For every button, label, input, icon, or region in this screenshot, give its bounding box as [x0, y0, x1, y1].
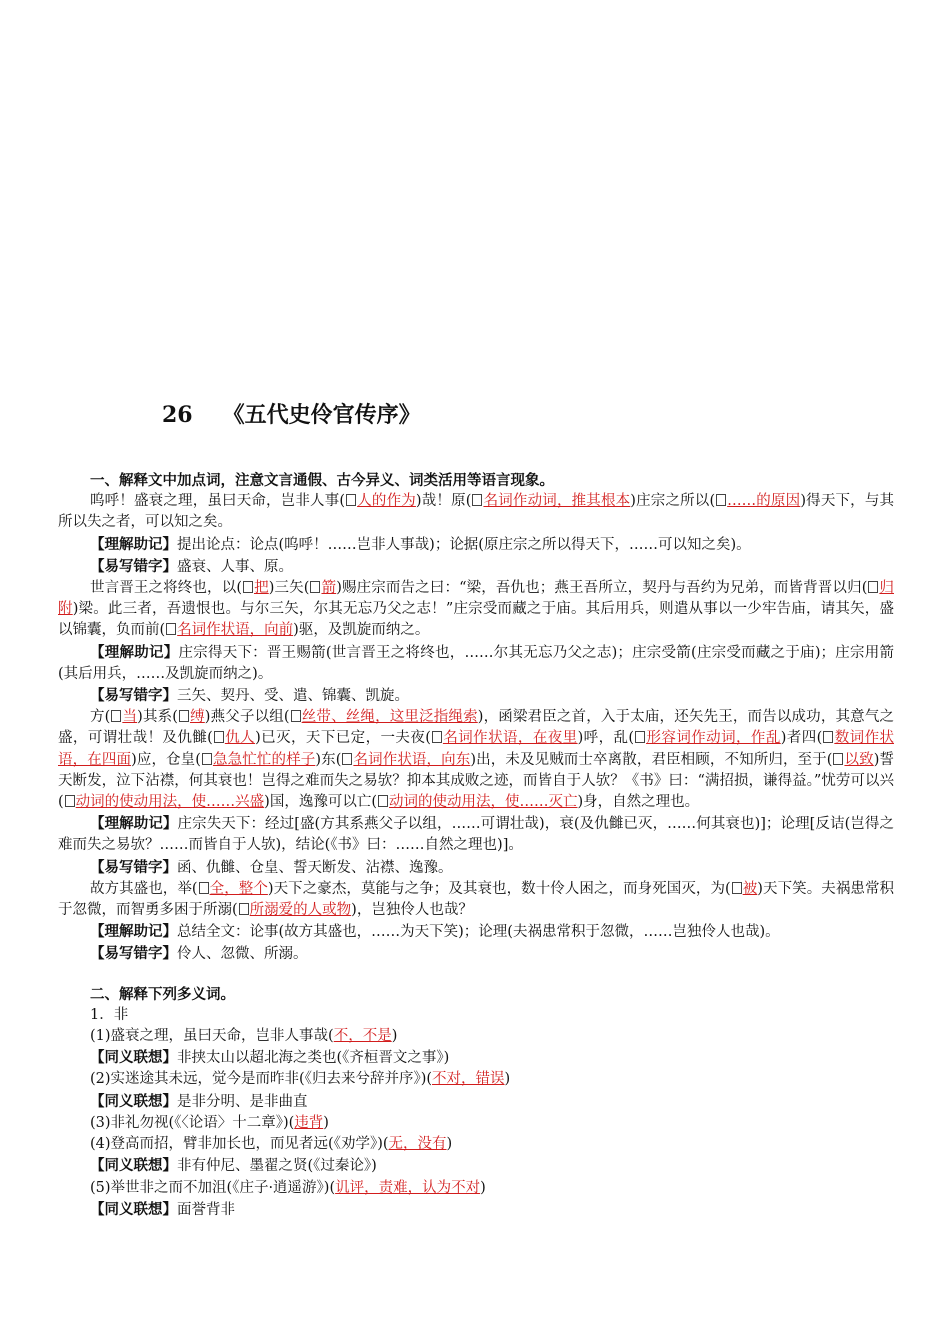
annotation: 名词作状语，在夜里	[442, 730, 578, 747]
note-understanding-3	[58, 813, 894, 856]
passage-paragraph-2	[58, 578, 894, 642]
note-tag: 【易写错字】	[90, 858, 177, 876]
passage-paragraph-3	[58, 707, 894, 813]
item-text: (5)举世非之而不加沮(《庄子·逍遥游》)(	[90, 1179, 336, 1196]
box-icon	[716, 494, 726, 506]
note-understanding-2	[58, 642, 894, 685]
annotation: 被	[742, 880, 758, 897]
box-icon	[179, 710, 189, 722]
annotation: 人的作为	[357, 493, 416, 510]
passage-text: )梁。此三者，吾遗恨也。与尔三矢，尔其无忘乃父之志！”庄宗受而藏之于庙。其后用兵，则遣从事以一少牢告庙，请其矢，盛以锦囊，负而前(	[58, 601, 894, 639]
item-text: )	[446, 1136, 453, 1153]
annotation: 形容词作动词，作乱	[646, 730, 781, 747]
polysemy-item	[58, 1091, 894, 1113]
box-icon	[432, 731, 442, 743]
item-text: )	[480, 1179, 486, 1196]
passage-text: )其系(	[137, 709, 178, 726]
annotation: 动词的使动用法，使……灭亡	[389, 794, 578, 811]
annotation: 数词作状语，在四面	[58, 730, 894, 768]
annotation: 急急忙忙的样子	[212, 751, 316, 768]
polysemy-item	[58, 1026, 894, 1047]
polysemy-item	[58, 1113, 894, 1134]
annotation: 仇人	[224, 730, 256, 747]
lesson-number: 26	[162, 402, 193, 428]
passage-paragraph-1	[58, 491, 894, 533]
passage-text: )国，逸豫可以亡(	[264, 794, 377, 811]
passage-text: )燕父子以组(	[204, 709, 290, 726]
item-text: )	[323, 1114, 329, 1131]
note-tag: 【理解助记】	[90, 923, 177, 941]
note-typo-3	[58, 857, 894, 879]
annotation: 不，不是	[333, 1028, 392, 1045]
annotation: 名词作状语，向东	[353, 751, 471, 768]
section-heading-1: 一、解释文中加点词，注意文言通假、古今异义、词类活用等语言现象。	[90, 472, 554, 489]
note-tag: 【理解助记】	[90, 815, 178, 833]
annotation: 把	[253, 580, 269, 597]
polysemy-item	[58, 1047, 894, 1069]
passage-text: )已灭，天下已定，一夫夜(	[255, 730, 431, 747]
annotation: 所溺爱的人或物	[249, 902, 352, 919]
passage-text: )驱，及凯旋而纳之。	[293, 622, 430, 639]
note-tag: 【同义联想】	[90, 1092, 177, 1110]
note-understanding-4	[58, 921, 894, 943]
annotation: 丝带、丝绳，这里泛指绳索	[301, 709, 478, 726]
note-tag: 【同义联想】	[90, 1200, 177, 1218]
passage-text: )赐庄宗而告之曰：“梁，吾仇也；燕王吾所立，契丹与吾约为兄弟，而皆背晋以归(	[336, 580, 868, 597]
box-icon	[199, 882, 209, 894]
passage-text: )哉！原(	[415, 493, 472, 510]
passage-text: 故方其盛也，举(	[90, 880, 198, 897]
item-text: 是非分明、是非曲直	[177, 1093, 308, 1110]
passage-text: 世言晋王之将终也，以(	[90, 580, 242, 597]
annotation: 不对，错误	[432, 1071, 505, 1088]
passage-text: )天下笑。夫祸患常积于忽微，而智勇多困于所溺(	[58, 880, 895, 919]
item-text: 非有仲尼、墨翟之贤(《过秦论》)	[177, 1158, 377, 1175]
polysemy-item	[58, 1155, 894, 1177]
annotation: 当	[122, 709, 138, 726]
box-icon	[202, 753, 212, 765]
note-text: 盛衰、人事、原。	[177, 558, 293, 575]
item-text: 非挟太山以超北海之类也(《齐桓晋文之事》)	[177, 1050, 450, 1067]
annotation: 名词作状语，向前	[177, 622, 294, 639]
annotation: ……的原因	[727, 493, 801, 510]
note-tag: 【同义联想】	[90, 1157, 177, 1175]
item-text: (4)登高而招，臂非加长也，而见者远(《劝学》)(	[90, 1136, 389, 1153]
polysemy-item	[58, 1134, 894, 1155]
note-understanding-1	[58, 534, 894, 556]
annotation: 箭	[321, 580, 337, 597]
box-icon	[65, 795, 75, 807]
polysemy-item	[58, 1178, 894, 1199]
box-icon	[472, 494, 482, 506]
note-tag: 【同义联想】	[90, 1049, 177, 1067]
annotation: 缚	[189, 709, 205, 726]
box-icon	[166, 623, 176, 635]
note-text: 总结全文：论事(故方其盛也，……为天下笑)；论理(夫祸患常积于忽微，……岂独伶人也哉)。	[177, 924, 780, 941]
note-tag: 【易写错字】	[90, 687, 177, 705]
item-text: (2)实迷途其未远，觉今是而昨非(《归去来兮辞并序》)(	[90, 1071, 433, 1088]
passage-text: )应，仓皇(	[131, 751, 201, 768]
passage-text: )东(	[315, 751, 342, 768]
box-icon	[823, 731, 833, 743]
section-spacer	[58, 966, 894, 984]
note-typo-4	[58, 943, 894, 965]
lesson-title	[162, 398, 421, 429]
section-heading-2: 二、解释下列多义词。	[90, 985, 235, 1003]
passage-text: )身，自然之理也。	[577, 794, 700, 811]
box-icon	[732, 882, 742, 894]
passage-text: 呜呼！盛衰之理，虽曰天命，岂非人事(	[90, 493, 346, 510]
annotation: 以致	[844, 751, 874, 768]
box-icon	[111, 710, 121, 722]
note-tag: 【易写错字】	[90, 557, 177, 575]
box-icon	[239, 903, 249, 915]
note-text: 庄宗失天下：经过[盛(方其系燕父子以组，……可谓壮哉)，衰(及仇雠已灭，……何其衰也)]；论理[反诘(岂得之难而失之易欤？……而皆自于人欤)，结论(《书》曰：……自然之理也)]。	[58, 816, 895, 854]
note-tag: 【易写错字】	[90, 945, 177, 963]
annotation: 名词作动词，推其根本	[483, 493, 631, 510]
passage-text: )誓天断发，泣下沾襟，何其衰也！岂得之难而失之易欤？抑本其成败之迹，而皆自于人欤？《书》曰：“满招损，谦得益。”忧劳可以兴(	[58, 751, 895, 811]
passage-text: )天下之豪杰，莫能与之争；及其衰也，数十伶人困之，而身死国灭，为(	[267, 880, 731, 897]
item-text: )	[504, 1071, 511, 1088]
annotation: 归附	[58, 580, 894, 618]
box-icon	[378, 795, 388, 807]
note-text: 函、仇雠、仓皇、誓天断发、沾襟、逸豫。	[177, 859, 453, 876]
box-icon	[868, 581, 878, 593]
box-icon	[214, 731, 224, 743]
passage-text: )，岂独伶人也哉？	[351, 902, 473, 919]
note-typo-1	[58, 556, 894, 578]
note-text: 伶人、忽微、所溺。	[177, 946, 308, 963]
box-icon	[833, 753, 843, 765]
passage-text: )呼，乱(	[577, 730, 635, 747]
note-text: 提出论点：论点(呜呼！……岂非人事哉)；论据(原庄宗之所以得天下，……可以知之矣)。	[177, 536, 751, 553]
passage-text: 方(	[90, 709, 111, 726]
polysemy-item	[58, 1069, 894, 1090]
annotation: 讥评，责难，认为不对	[335, 1179, 481, 1196]
box-icon	[635, 731, 645, 743]
item-text: (3)非礼勿视(《〈论语〉十二章》)(	[90, 1114, 295, 1131]
lesson-name: 《五代史伶官传序》	[222, 402, 421, 428]
item-text: 面誉背非	[177, 1201, 235, 1218]
content-body	[58, 470, 894, 1221]
note-tag: 【理解助记】	[90, 643, 179, 661]
passage-text: )庄宗之所以(	[630, 493, 716, 510]
passage-text: )者四(	[780, 730, 823, 747]
annotation: 违背	[294, 1114, 324, 1131]
box-icon	[291, 710, 301, 722]
annotation: 全，整个	[209, 880, 268, 897]
note-tag: 【理解助记】	[90, 535, 177, 553]
note-text: 三矢、契丹、受、遣、锦囊、凯旋。	[177, 688, 409, 705]
note-text: 庄宗得天下：晋王赐箭(世言晋王之将终也，……尔其无忘乃父之志)；庄宗受箭(庄宗受而藏之于庙)；庄宗用箭(其后用兵，……及凯旋而纳之)。	[58, 644, 895, 682]
item-text: (1)盛衰之理，虽曰天命，岂非人事哉(	[90, 1028, 334, 1045]
item-text: )	[391, 1028, 398, 1045]
box-icon	[310, 581, 320, 593]
passage-paragraph-4	[58, 879, 894, 921]
box-icon	[243, 581, 253, 593]
polysemy-word: 1．非	[90, 1006, 129, 1023]
box-icon	[346, 494, 356, 506]
annotation: 无，没有	[388, 1136, 447, 1153]
passage-text: )出，未及见贼而士卒离散，君臣相顾，不知所归，至于(	[470, 751, 833, 768]
passage-text: )，函梁君臣之首，入于太庙，还矢先王，而告以成功，其意气之盛，可谓壮哉！及仇雠(	[58, 709, 894, 747]
annotation: 动词的使动用法，使……兴盛	[75, 794, 265, 811]
polysemy-item	[58, 1199, 894, 1221]
passage-text: )三矢(	[268, 580, 310, 597]
box-icon	[342, 753, 352, 765]
passage-text: )得天下，与其所以失之者，可以知之矣。	[58, 493, 895, 531]
note-typo-2	[58, 685, 894, 707]
